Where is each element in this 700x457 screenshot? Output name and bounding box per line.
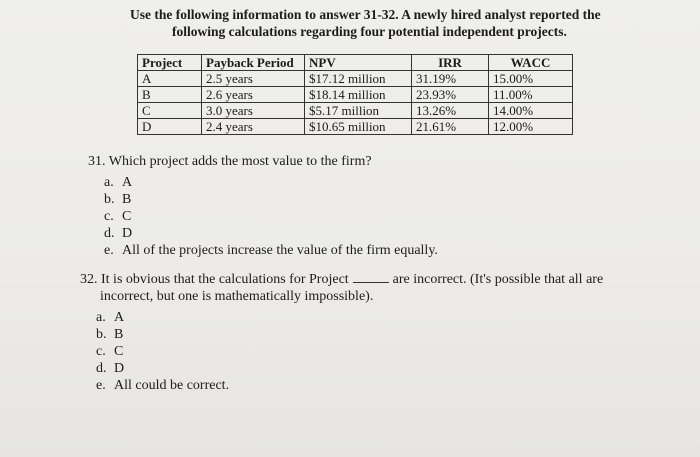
option-e[interactable] [96,377,660,394]
option-letter: d. [104,226,115,241]
option-letter: e. [104,243,114,258]
option-b[interactable] [96,326,660,343]
question-32-text [80,270,660,305]
cell-npv: $5.17 million [305,103,412,119]
option-text: B [122,192,132,207]
question-32-options [80,309,660,394]
cell-project: C [138,103,202,119]
table-row [138,119,573,135]
option-c[interactable] [104,208,648,225]
cell-npv: $17.12 million [305,71,412,87]
option-b[interactable] [104,191,648,208]
cell-payback: 3.0 years [202,103,305,119]
answer-blank [353,270,389,283]
table-header-row [138,55,573,71]
header-payback-period: Payback Period [202,55,305,71]
cell-npv: $18.14 million [305,87,412,103]
question-31-text [88,153,648,170]
option-text: B [114,327,124,342]
table-row [138,103,573,119]
question-prompt: Which project adds the most value to the firm? [108,154,372,169]
option-text: A [122,175,133,190]
option-d[interactable] [104,225,648,242]
header-npv: NPV [305,55,412,71]
cell-wacc: 14.00% [489,103,573,119]
question-prompt-part-1: It is obvious that the calculations for Project [101,272,349,287]
cell-wacc: 12.00% [489,119,573,135]
cell-payback: 2.4 years [202,119,305,135]
option-letter: b. [96,327,107,342]
cell-irr: 13.26% [412,103,489,119]
cell-wacc: 15.00% [489,71,573,87]
question-number: 31. [88,154,106,169]
cell-project: D [138,119,202,135]
header-project: Project [138,55,202,71]
option-text: D [114,361,125,376]
option-text: A [114,310,125,325]
option-text: All of the projects increase the value of the firm equally. [122,243,438,258]
option-letter: a. [104,175,114,190]
option-text: D [122,226,133,241]
cell-payback: 2.5 years [202,71,305,87]
question-prompt-part-2: are incorrect. (It's possible that all are [392,272,604,287]
option-letter: d. [96,361,107,376]
option-text: C [114,344,124,359]
intro-line-2: following calculations regarding four potential independent projects. [172,24,567,39]
option-a[interactable] [104,174,648,191]
option-letter: b. [104,192,115,207]
question-31-options [88,174,648,259]
cell-wacc: 11.00% [489,87,573,103]
table-row [138,87,573,103]
cell-irr: 23.93% [412,87,489,103]
header-wacc: WACC [489,55,573,71]
option-e[interactable] [104,242,648,259]
option-text: All could be correct. [114,378,230,393]
table-row [138,71,573,87]
cell-project: B [138,87,202,103]
option-letter: a. [96,310,106,325]
cell-irr: 31.19% [412,71,489,87]
header-irr: IRR [412,55,489,71]
option-letter: c. [104,209,114,224]
question-prompt-line-2: incorrect, but one is mathematically impossible). [100,289,374,304]
intro-line-1: Use the following information to answer 31-32. A newly hired analyst reported the [130,7,601,22]
question-32 [80,270,660,394]
option-c[interactable] [96,343,660,360]
projects-table [137,54,573,135]
cell-project: A [138,71,202,87]
intro-text [130,6,610,40]
option-a[interactable] [96,309,660,326]
question-31 [88,153,648,259]
cell-payback: 2.6 years [202,87,305,103]
option-text: C [122,209,132,224]
option-d[interactable] [96,360,660,377]
question-number: 32. [80,272,98,287]
option-letter: c. [96,344,106,359]
cell-irr: 21.61% [412,119,489,135]
option-letter: e. [96,378,106,393]
cell-npv: $10.65 million [305,119,412,135]
